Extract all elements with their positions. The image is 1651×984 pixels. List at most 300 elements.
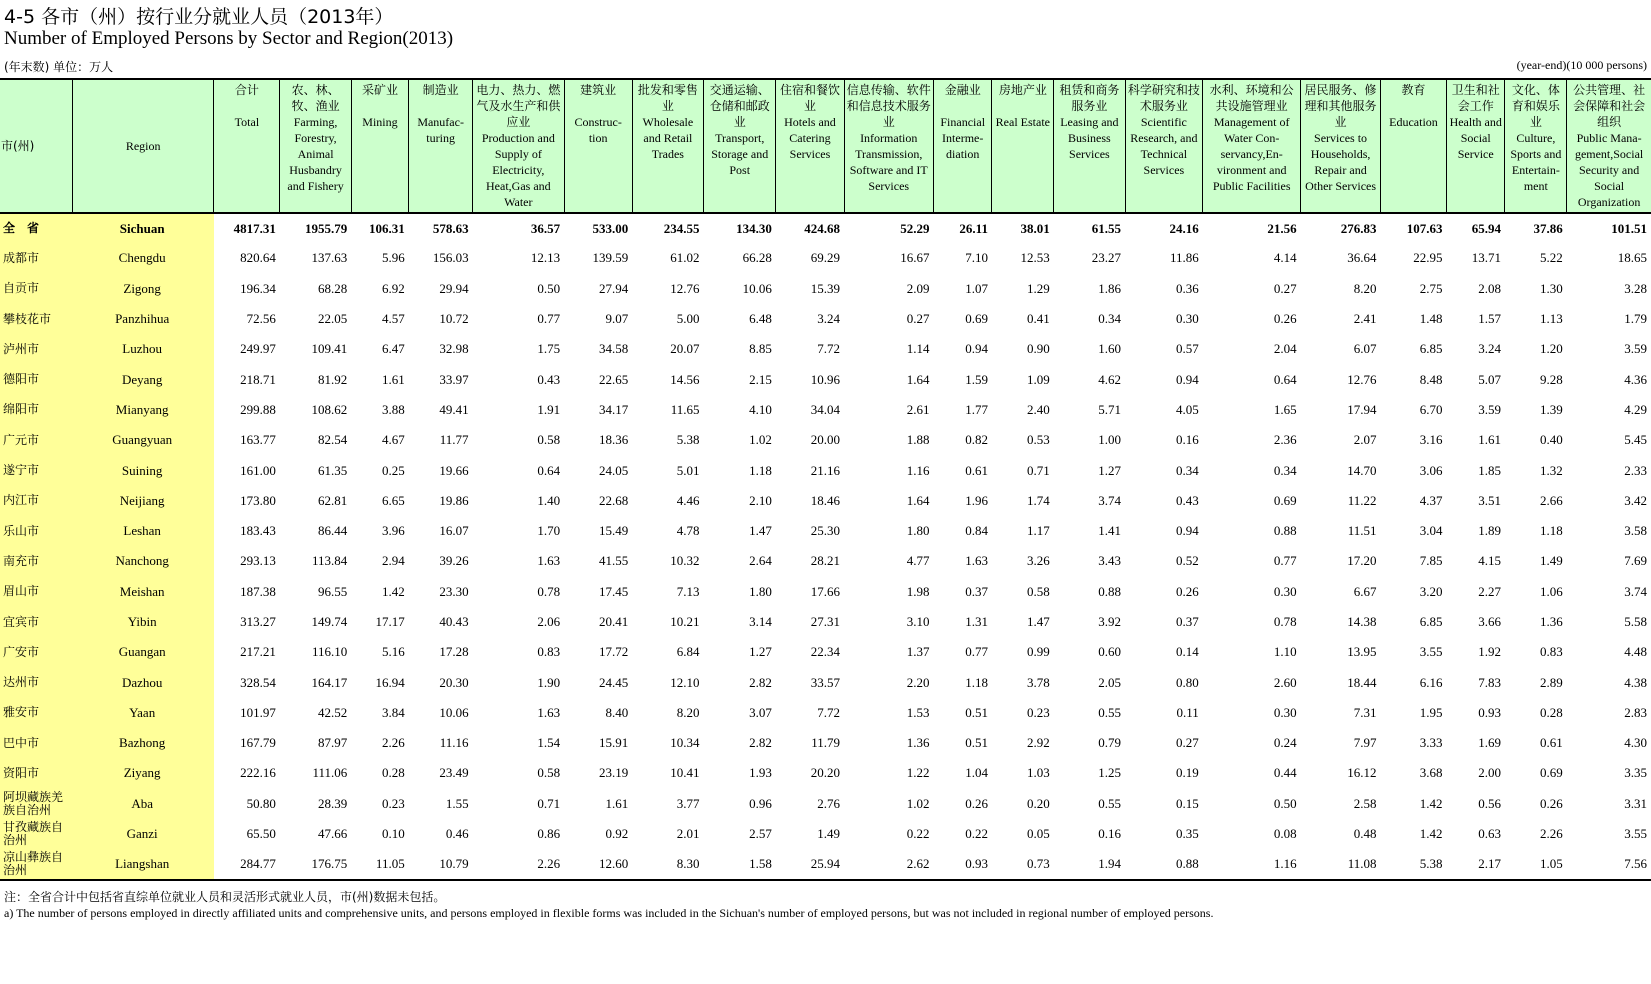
value-cell: 10.06 (742, 280, 772, 296)
column-header-en: Manufac-turing (417, 115, 464, 145)
value-cell: 0.55 (1098, 704, 1122, 720)
value-cell: 7.56 (1567, 849, 1651, 879)
region-name-cn: 攀枝花市 (0, 304, 72, 334)
region-name-en: Leshan (72, 516, 214, 546)
value-cell: 66.28 (742, 250, 772, 266)
value-cell: 2.26 (1539, 826, 1563, 842)
value-cell: 2.89 (1539, 674, 1563, 690)
value-cell: 2.05 (1098, 674, 1122, 690)
value-cell: 36.64 (1347, 250, 1377, 266)
value-cell: 82.54 (317, 432, 348, 448)
region-name-cn: 绵阳市 (0, 395, 72, 425)
value-cell: 1.61 (605, 795, 629, 811)
value-cell: 25.94 (776, 849, 844, 879)
value-cell: 0.88 (1125, 849, 1203, 879)
value-cell: 218.71 (240, 371, 276, 387)
value-cell: 10.96 (810, 371, 841, 387)
value-cell: 1.90 (537, 674, 561, 690)
value-cell: 0.94 (1175, 371, 1199, 387)
region-name-cn: 遂宁市 (0, 455, 72, 485)
value-cell: 313.27 (240, 614, 276, 629)
value-cell: 18.46 (810, 492, 841, 508)
region-name-en: Luzhou (72, 334, 214, 364)
value-cell: 0.23 (1026, 704, 1050, 720)
value-cell: 0.88 (1098, 583, 1122, 599)
value-cell: 23.30 (439, 583, 469, 599)
value-cell: 0.58 (1026, 583, 1050, 599)
value-cell: 6.65 (381, 492, 405, 508)
value-cell: 8.20 (1353, 280, 1377, 296)
value-cell: 5.96 (381, 250, 405, 266)
value-cell: 1.61 (381, 371, 405, 387)
column-header-cn: 电力、热力、燃气及水生产和供应业 (476, 83, 561, 129)
value-cell: 9.07 (605, 311, 629, 327)
value-cell: 3.74 (1098, 492, 1122, 508)
column-header-en: Management of Water Con-servancy,En-vironment and Public Facilities (1212, 115, 1291, 193)
value-cell: 3.10 (906, 614, 930, 629)
value-cell: 10.06 (439, 704, 469, 720)
value-cell: 1.13 (1539, 311, 1563, 327)
value-cell: 0.44 (1273, 765, 1297, 781)
value-cell: 17.28 (439, 644, 469, 660)
value-cell: 0.37 (965, 583, 988, 599)
value-cell: 0.71 (537, 795, 561, 811)
region-name-en: Sichuan (72, 213, 214, 243)
value-cell: 5.38 (1380, 849, 1446, 879)
value-cell: 23.19 (598, 765, 629, 781)
value-cell: 1.70 (537, 523, 561, 539)
value-cell: 12.53 (1020, 250, 1050, 266)
value-cell: 1.22 (906, 765, 930, 781)
value-cell: 4817.31 (233, 220, 276, 236)
value-cell: 34.04 (810, 401, 841, 417)
table-row (0, 849, 1651, 879)
value-cell: 12.60 (564, 849, 632, 879)
column-header-en: Real Estate (995, 115, 1050, 129)
column-header-en: Leasing and Business Services (1060, 115, 1119, 161)
column-header-en: Financial Interme-diation (940, 115, 986, 161)
value-cell: 1.02 (906, 795, 930, 811)
value-cell: 113.84 (311, 553, 348, 569)
value-cell: 222.16 (240, 765, 276, 781)
value-cell: 1.86 (1098, 280, 1122, 296)
employment-table (0, 78, 1651, 881)
value-cell: 3.74 (1624, 583, 1647, 599)
value-cell: 0.78 (1273, 614, 1297, 629)
table-row (0, 698, 1651, 728)
value-cell: 1.79 (1624, 311, 1647, 327)
value-cell: 1.10 (1273, 644, 1297, 660)
value-cell: 1.74 (1026, 492, 1050, 508)
value-cell: 276.83 (1340, 220, 1377, 236)
value-cell: 5.58 (1624, 614, 1647, 629)
value-cell: 328.54 (240, 674, 276, 690)
value-cell: 1955.79 (304, 220, 348, 236)
value-cell: 20.30 (439, 674, 469, 690)
value-cell: 0.93 (1478, 704, 1501, 720)
column-header (1567, 79, 1651, 213)
column-header-cn: 金融业 (944, 83, 981, 97)
value-cell: 36.57 (530, 220, 561, 236)
value-cell: 0.14 (1175, 644, 1199, 660)
value-cell: 8.85 (749, 341, 772, 357)
value-cell: 3.55 (1419, 644, 1443, 660)
value-cell: 2.60 (1273, 674, 1297, 690)
value-cell: 1.63 (965, 553, 988, 569)
value-cell: 0.15 (1175, 795, 1199, 811)
footnote-cn: 注：全省合计中包括省直综单位就业人员和灵活形式就业人员，市(州)数据未包括。 (4, 890, 446, 904)
value-cell: 7.72 (817, 704, 841, 720)
value-cell: 2.01 (676, 826, 700, 842)
value-cell: 34.58 (598, 341, 629, 357)
region-name-en: Aba (72, 789, 214, 819)
value-cell: 12.76 (670, 280, 700, 296)
value-cell: 1.36 (1539, 614, 1563, 629)
value-cell: 1.02 (749, 432, 772, 448)
value-cell: 0.05 (1026, 826, 1050, 842)
column-header (1505, 79, 1567, 213)
value-cell: 176.75 (280, 849, 351, 879)
value-cell: 10.79 (409, 849, 473, 879)
value-cell: 1.96 (965, 492, 988, 508)
value-cell: 4.46 (676, 492, 700, 508)
value-cell: 3.33 (1419, 735, 1443, 751)
region-name-cn: 自贡市 (0, 274, 72, 304)
value-cell: 108.62 (311, 401, 348, 417)
value-cell: 15.91 (598, 735, 629, 751)
value-cell: 3.78 (1026, 674, 1050, 690)
value-cell: 20.41 (598, 614, 629, 629)
value-cell: 0.27 (906, 311, 930, 327)
column-header-cn: 交通运输、仓储和邮政业 (709, 83, 770, 129)
value-cell: 3.20 (1419, 583, 1443, 599)
value-cell: 116.10 (311, 644, 348, 660)
column-header (409, 79, 473, 213)
value-cell: 234.55 (663, 220, 700, 236)
value-cell: 12.76 (1347, 371, 1377, 387)
value-cell: 7.13 (676, 583, 700, 599)
table-row (0, 637, 1651, 667)
value-cell: 21.56 (1267, 220, 1297, 236)
value-cell: 1.55 (445, 795, 469, 811)
value-cell: 161.00 (240, 462, 276, 478)
value-cell: 1.07 (965, 280, 988, 296)
value-cell: 0.26 (1273, 311, 1297, 327)
value-cell: 0.90 (1026, 341, 1050, 357)
value-cell: 2.64 (749, 553, 772, 569)
column-header (1203, 79, 1301, 213)
value-cell: 61.35 (317, 462, 348, 478)
value-cell: 7.97 (1353, 735, 1377, 751)
value-cell: 0.27 (1273, 280, 1297, 296)
value-cell: 0.61 (965, 462, 988, 478)
value-cell: 1.42 (381, 583, 405, 599)
value-cell: 3.96 (381, 523, 405, 539)
value-cell: 156.03 (432, 250, 469, 266)
value-cell: 3.51 (1478, 492, 1501, 508)
value-cell: 5.00 (676, 311, 700, 327)
column-header (0, 79, 72, 213)
value-cell: 1.95 (1419, 704, 1443, 720)
value-cell: 284.77 (214, 849, 280, 879)
value-cell: 7.31 (1353, 704, 1377, 720)
region-name-en: Dazhou (72, 667, 214, 697)
value-cell: 23.49 (439, 765, 469, 781)
page-title-en: Number of Employed Persons by Sector and Region(2013) (4, 28, 454, 49)
value-cell: 3.24 (1478, 341, 1501, 357)
value-cell: 0.69 (1273, 492, 1297, 508)
value-cell: 1.54 (537, 735, 561, 751)
value-cell: 1.16 (1203, 849, 1301, 879)
value-cell: 0.26 (1539, 795, 1563, 811)
value-cell: 6.48 (749, 311, 772, 327)
value-cell: 3.31 (1624, 795, 1647, 811)
value-cell: 1.59 (965, 371, 988, 387)
table-row (0, 546, 1651, 576)
value-cell: 1.40 (537, 492, 561, 508)
value-cell: 109.41 (311, 341, 348, 357)
value-cell: 4.38 (1624, 674, 1647, 690)
region-name-en: Ganzi (72, 819, 214, 849)
value-cell: 52.29 (900, 220, 930, 236)
value-cell: 0.94 (1175, 523, 1199, 539)
column-header (1301, 79, 1381, 213)
value-cell: 6.84 (676, 644, 700, 660)
value-cell: 4.10 (749, 401, 772, 417)
value-cell: 81.92 (317, 371, 348, 387)
value-cell: 1.61 (1478, 432, 1501, 448)
value-cell: 1.85 (1478, 462, 1501, 478)
table-row (0, 819, 1651, 849)
value-cell: 0.50 (537, 280, 561, 296)
value-cell: 68.28 (317, 280, 348, 296)
value-cell: 23.27 (1091, 250, 1122, 266)
column-header-cn: 教育 (1401, 83, 1426, 97)
region-name-cn: 南充市 (0, 546, 72, 576)
region-name-en: Neijiang (72, 486, 214, 516)
value-cell: 1.36 (906, 735, 930, 751)
value-cell: 24.16 (1169, 220, 1199, 236)
column-header-cn: 居民服务、修理和其他服务业 (1304, 83, 1377, 129)
value-cell: 11.51 (1347, 523, 1377, 539)
value-cell: 16.12 (1347, 765, 1377, 781)
value-cell: 2.08 (1478, 280, 1501, 296)
value-cell: 1.49 (817, 826, 841, 842)
value-cell: 6.16 (1419, 674, 1443, 690)
value-cell: 4.29 (1624, 401, 1647, 417)
region-name-cn: 凉山彝族自治州 (0, 849, 72, 879)
region-name-cn: 乐山市 (0, 516, 72, 546)
value-cell: 1.04 (965, 765, 988, 781)
value-cell: 2.58 (1353, 795, 1377, 811)
value-cell: 4.62 (1098, 371, 1122, 387)
column-header-cn: 信息传输、软件和信息技术服务业 (846, 83, 931, 129)
region-name-cn: 广安市 (0, 637, 72, 667)
value-cell: 11.77 (439, 432, 469, 448)
value-cell: 65.50 (246, 826, 276, 842)
value-cell: 1.98 (906, 583, 930, 599)
column-header-cn: 合计 (234, 83, 259, 97)
column-header (72, 79, 214, 213)
column-header-en: Mining (362, 115, 398, 129)
value-cell: 3.59 (1624, 341, 1647, 357)
value-cell: 49.41 (439, 401, 469, 417)
value-cell: 0.93 (933, 849, 992, 879)
region-name-cn: 眉山市 (0, 577, 72, 607)
value-cell: 3.59 (1478, 401, 1501, 417)
value-cell: 249.97 (240, 341, 276, 357)
value-cell: 1.80 (749, 583, 772, 599)
value-cell: 18.44 (1347, 674, 1377, 690)
value-cell: 4.77 (906, 553, 930, 569)
value-cell: 3.28 (1624, 280, 1647, 296)
value-cell: 0.34 (1273, 462, 1297, 478)
value-cell: 69.29 (810, 250, 841, 266)
value-cell: 18.65 (1617, 250, 1647, 266)
unit-label-en: (year-end)(10 000 persons) (1516, 58, 1647, 72)
region-name-en: Zigong (72, 274, 214, 304)
value-cell: 16.07 (439, 523, 469, 539)
value-cell: 22.34 (810, 644, 841, 660)
value-cell: 5.71 (1098, 401, 1122, 417)
value-cell: 0.10 (381, 826, 405, 842)
region-name-cn: 宜宾市 (0, 607, 72, 637)
value-cell: 65.94 (1471, 220, 1501, 236)
value-cell: 1.17 (1026, 523, 1050, 539)
column-header-cn: 建筑业 (580, 83, 617, 97)
value-cell: 2.06 (537, 614, 561, 629)
column-header-en: Wholesale and Retail Trades (642, 115, 694, 161)
value-cell: 39.26 (439, 553, 469, 569)
region-name-cn: 阿坝藏族羌族自治州 (0, 789, 72, 819)
value-cell: 0.43 (1175, 492, 1199, 508)
value-cell: 106.31 (368, 220, 405, 236)
value-cell: 3.58 (1624, 523, 1647, 539)
page-title-cn: 4-5 各市（州）按行业分就业人员（2013年） (4, 6, 394, 28)
value-cell: 22.95 (1413, 250, 1443, 266)
value-cell: 0.78 (537, 583, 561, 599)
table-row (0, 758, 1651, 788)
value-cell: 1.32 (1539, 462, 1563, 478)
value-cell: 196.34 (240, 280, 276, 296)
value-cell: 1.80 (906, 523, 930, 539)
column-header (933, 79, 992, 213)
region-name-en: Liangshan (72, 849, 214, 879)
value-cell: 0.19 (1175, 765, 1199, 781)
unit-label-cn: (年末数) 单位：万人 (4, 60, 114, 74)
value-cell: 0.08 (1273, 826, 1297, 842)
value-cell: 0.86 (537, 826, 561, 842)
column-header (1380, 79, 1446, 213)
value-cell: 29.94 (439, 280, 469, 296)
value-cell: 3.07 (749, 704, 772, 720)
value-cell: 20.00 (810, 432, 841, 448)
value-cell: 6.70 (1419, 401, 1443, 417)
table-row (0, 667, 1651, 697)
value-cell: 0.37 (1175, 614, 1199, 629)
value-cell: 86.44 (317, 523, 348, 539)
table-row (0, 395, 1651, 425)
value-cell: 0.16 (1175, 432, 1199, 448)
value-cell: 533.00 (592, 220, 629, 236)
value-cell: 1.16 (906, 462, 930, 478)
region-name-en: Deyang (72, 364, 214, 394)
value-cell: 0.88 (1273, 523, 1297, 539)
value-cell: 1.92 (1478, 644, 1501, 660)
value-cell: 0.52 (1175, 553, 1199, 569)
region-name-cn: 德阳市 (0, 364, 72, 394)
region-name-en: Meishan (72, 577, 214, 607)
value-cell: 7.69 (1624, 553, 1647, 569)
column-header-cn: 租赁和商务服务业 (1059, 83, 1120, 113)
value-cell: 16.67 (900, 250, 930, 266)
header-spacer (566, 98, 631, 114)
value-cell: 3.68 (1419, 765, 1443, 781)
value-cell: 187.38 (240, 583, 276, 599)
value-cell: 11.05 (351, 849, 408, 879)
value-cell: 1.37 (906, 644, 930, 660)
value-cell: 0.30 (1273, 583, 1297, 599)
value-cell: 37.86 (1533, 220, 1563, 236)
region-name-en: Mianyang (72, 395, 214, 425)
value-cell: 8.20 (676, 704, 700, 720)
value-cell: 149.74 (311, 614, 348, 629)
value-cell: 41.55 (598, 553, 629, 569)
value-cell: 1.03 (1026, 765, 1050, 781)
value-cell: 293.13 (240, 553, 276, 569)
value-cell: 34.17 (598, 401, 629, 417)
column-header-en: Total (234, 115, 260, 129)
region-name-en: Yibin (72, 607, 214, 637)
value-cell: 3.43 (1098, 553, 1122, 569)
column-header-cn: 住宿和餐饮业 (779, 83, 840, 113)
value-cell: 183.43 (240, 523, 276, 539)
table-row (0, 577, 1651, 607)
value-cell: 3.66 (1478, 614, 1501, 629)
column-header-en: Information Transmission, Software and IT Services (849, 131, 928, 193)
value-cell: 20.07 (670, 341, 700, 357)
column-header (214, 79, 280, 213)
value-cell: 1.27 (1098, 462, 1122, 478)
value-cell: 1.58 (704, 849, 776, 879)
value-cell: 10.32 (670, 553, 700, 569)
value-cell: 101.51 (1611, 220, 1647, 236)
value-cell: 0.53 (1026, 432, 1050, 448)
value-cell: 21.16 (810, 462, 841, 478)
value-cell: 13.71 (1471, 250, 1501, 266)
column-header (1054, 79, 1125, 213)
value-cell: 1.00 (1098, 432, 1122, 448)
region-name-en: Bazhong (72, 728, 214, 758)
value-cell: 0.30 (1273, 704, 1297, 720)
value-cell: 6.47 (381, 341, 405, 357)
value-cell: 1.91 (537, 401, 561, 417)
value-cell: 1.48 (1419, 311, 1443, 327)
value-cell: 11.16 (439, 735, 469, 751)
value-cell: 4.37 (1419, 492, 1443, 508)
value-cell: 4.67 (381, 432, 405, 448)
value-cell: 1.57 (1478, 311, 1501, 327)
column-header-cn: 农、林、牧、渔业 (291, 83, 340, 113)
column-header-en: Production and Supply of Electricity, Heat,Gas and Water (481, 131, 555, 209)
value-cell: 87.97 (317, 735, 348, 751)
value-cell: 96.55 (317, 583, 348, 599)
value-cell: 3.88 (381, 401, 405, 417)
value-cell: 424.68 (804, 220, 841, 236)
value-cell: 13.95 (1347, 644, 1377, 660)
value-cell: 2.82 (749, 674, 772, 690)
region-name-cn: 巴中市 (0, 728, 72, 758)
